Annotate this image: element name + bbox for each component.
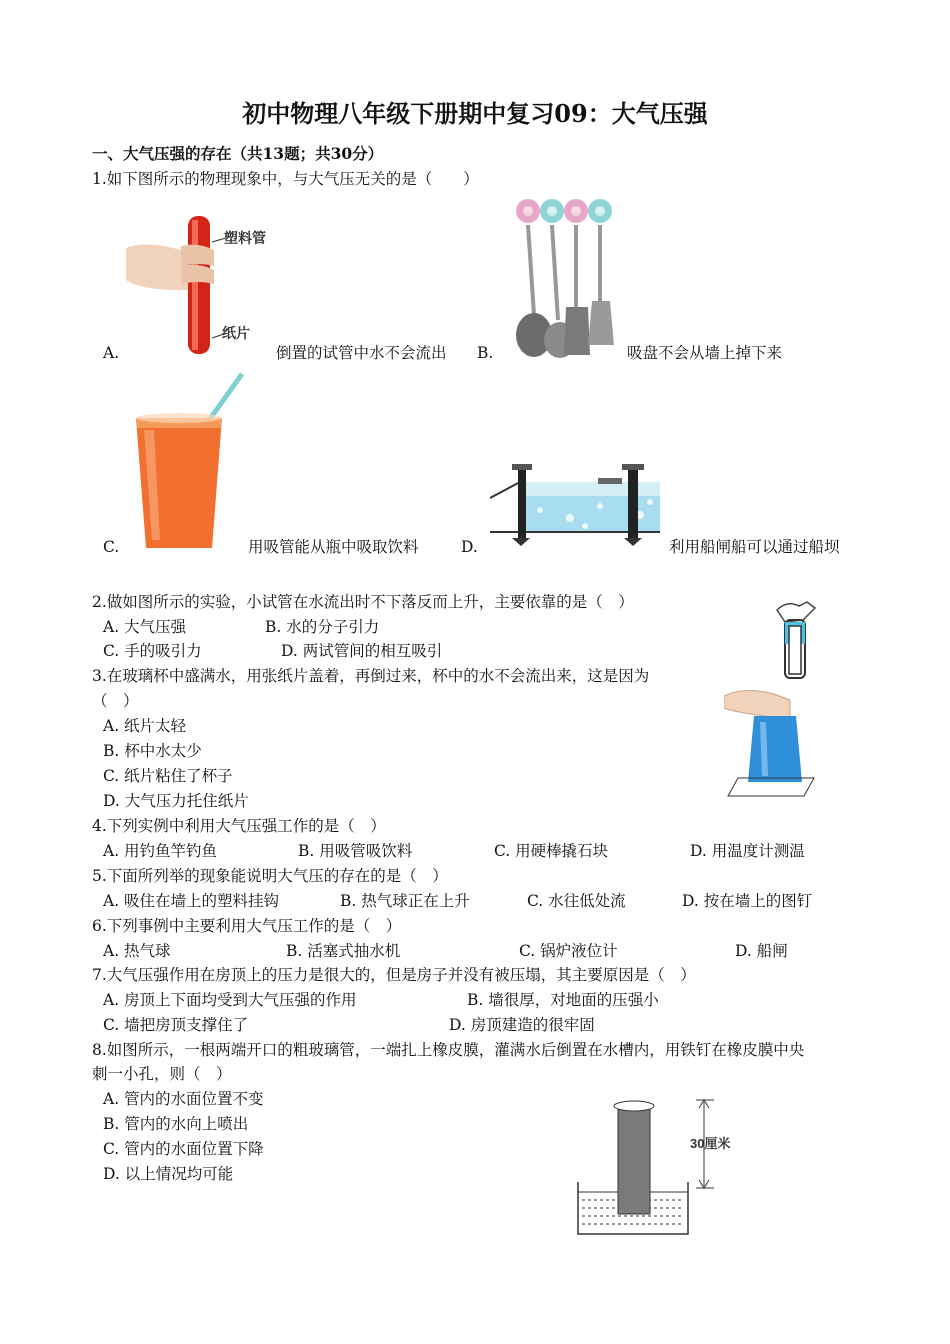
q1-option-a-text: 倒置的试管中水不会流出: [276, 344, 447, 362]
q8-option-b: B. 管内的水向上喷出: [103, 1115, 249, 1133]
boat: [598, 478, 622, 484]
question-3-stem: 3.在玻璃杯中盛满水，用张纸片盖着，再倒过来，杯中的水不会流出来，这是因为: [92, 667, 650, 685]
question-5-stem: 5.下面所列举的现象能说明大气压的存在的是（ ）: [92, 867, 448, 885]
q1-option-d-key: D.: [461, 538, 478, 556]
q1-option-a-key: A.: [103, 344, 120, 362]
lock-gate-left: [518, 468, 526, 538]
inner-tube: [789, 626, 801, 674]
question-8-stem: 8.如图所示，一根两端开口的粗玻璃管，一端扎上橡皮膜，灌满水后倒置在水槽内，用铁钉在橡皮膜中央: [92, 1041, 805, 1059]
question-6-stem: 6.下列事例中主要利用大气压工作的是（ ）: [92, 917, 402, 935]
q3-option-d: D. 大气压力托住纸片: [103, 792, 249, 810]
q6-option-a: A. 热气球: [103, 942, 171, 960]
q8-option-a: A. 管内的水面位置不变: [103, 1090, 264, 1108]
q7-option-a: A. 房顶上下面均受到大气压强的作用: [103, 991, 357, 1009]
q7-option-b: B. 墙很厚，对地面的压强小: [467, 991, 659, 1009]
page-title: 初中物理八年级下册期中复习09：大气压强: [242, 99, 708, 128]
q5-option-c: C. 水往低处流: [527, 892, 626, 910]
q2-option-c: C. 手的吸引力: [103, 642, 202, 660]
q7-option-d: D. 房顶建造的很牢固: [449, 1016, 595, 1034]
figure-plastic-tube: [126, 210, 276, 360]
question-7-stem: 7.大气压强作用在房顶上的压力是很大的，但是房子并没有被压塌，其主要原因是（ ）: [92, 966, 696, 984]
q5-option-b: B. 热气球正在上升: [340, 892, 470, 910]
question-1-stem: 1.如下图所示的物理现象中，与大气压无关的是（ ）: [92, 170, 479, 188]
q2-option-b: B. 水的分子引力: [265, 618, 380, 636]
question-3-stem-cont: （ ）: [92, 692, 139, 710]
figure-glass-tube-tank: [574, 1094, 754, 1236]
q3-option-b: B. 杯中水太少: [103, 742, 202, 760]
q5-option-d: D. 按在墙上的图钉: [682, 892, 813, 910]
rubber-membrane: [614, 1101, 654, 1111]
q5-option-a: A. 吸住在墙上的塑料挂钩: [103, 892, 280, 910]
figure-test-tubes: [773, 598, 823, 682]
q6-option-b: B. 活塞式抽水机: [286, 942, 401, 960]
q1-option-c-key: C.: [103, 538, 120, 556]
section-heading: 一、大气压强的存在（共13题；共30分）: [92, 144, 384, 163]
q3-option-c: C. 纸片粘住了杯子: [103, 767, 233, 785]
figure-suction-cups: [510, 195, 622, 360]
figure-inverted-cup: [724, 686, 816, 798]
q3-option-a: A. 纸片太轻: [103, 717, 187, 735]
spatula: [564, 307, 590, 355]
slotted-spatula: [588, 301, 614, 345]
q1-option-b-key: B.: [477, 344, 494, 362]
label-plastic-tube: 塑料管: [224, 230, 266, 246]
q6-option-c: C. 锅炉液位计: [519, 942, 618, 960]
q8-option-c: C. 管内的水面位置下降: [103, 1140, 264, 1158]
height-label: 30厘米: [690, 1136, 731, 1151]
q7-option-c: C. 墙把房顶支撑住了: [103, 1016, 249, 1034]
q1-option-d-text: 利用船闸船可以通过船坝: [669, 538, 840, 556]
lock-gate-right: [628, 468, 638, 538]
q4-option-b: B. 用吸管吸饮料: [298, 842, 413, 860]
q4-option-a: A. 用钓鱼竿钓鱼: [103, 842, 218, 860]
q2-option-a: A. 大气压强: [103, 618, 187, 636]
hand-shape: [724, 690, 790, 720]
utensil-handles: [528, 225, 600, 320]
red-tube: [188, 216, 210, 354]
q1-option-c-text: 用吸管能从瓶中吸取饮料: [248, 538, 419, 556]
q4-option-c: C. 用硬棒撬石块: [494, 842, 609, 860]
question-8-stem-cont: 刺一小孔，则（ ）: [92, 1065, 232, 1083]
figure-ship-lock: [490, 460, 670, 550]
suction-cup-hooks: [516, 199, 612, 223]
q8-option-d: D. 以上情况均可能: [103, 1165, 234, 1183]
q4-option-d: D. 用温度计测温: [690, 842, 805, 860]
q2-option-d: D. 两试管间的相互吸引: [281, 642, 443, 660]
label-paper: 纸片: [222, 325, 250, 341]
question-2-stem: 2.做如图所示的实验，小试管在水流出时不下落反而上升，主要依靠的是（ ）: [92, 593, 634, 611]
figure-juice-glass: [132, 370, 247, 555]
glass-tube: [618, 1106, 650, 1214]
q6-option-d: D. 船闸: [735, 942, 788, 960]
water-cup: [748, 716, 802, 782]
question-4-stem: 4.下列实例中利用大气压强工作的是（ ）: [92, 817, 386, 835]
q1-option-b-text: 吸盘不会从墙上掉下来: [627, 344, 783, 362]
